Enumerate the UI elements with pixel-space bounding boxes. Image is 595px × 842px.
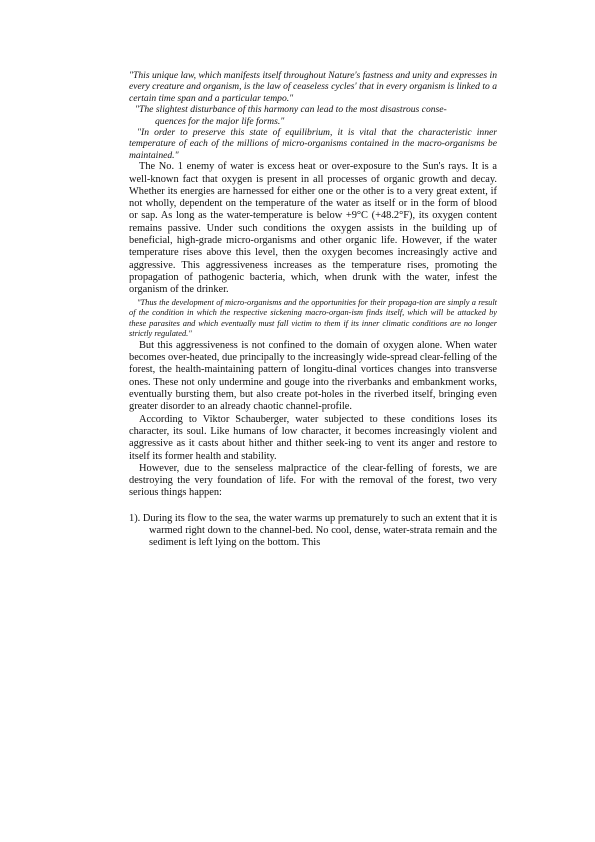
quote-paragraph-1: "This unique law, which manifests itself throughout Nature's fastness and unity and expresses in every creature and organism, is the law of ceaseless cycles' that in every organism is linked to a certain time span and a particular tempo." [129, 70, 497, 104]
body-paragraph-2: But this aggressiveness is not confined to the domain of oxygen alone. When water becomes over-heated, due principally to the increasingly wide-spread clear-felling of the forest, the health-maintaining pattern of longitu-dinal vortices changes into transverse ones. These not only undermine and gouge into the riverbanks and embankment works, eventually bursting them, but also create pot-holes in the riverbed itself, bringing even greater disorder to an already chaotic channel-profile. [129, 339, 498, 413]
quote-paragraph-3: "In order to preserve this state of equilibrium, it is vital that the characteristic inner temperature of each of the millions of micro-organisms contained in the macro-organisms be maintained." [129, 127, 497, 161]
body-paragraph-4: However, due to the senseless malpractice of the clear-felling of forests, we are destroying the very foundation of life. For with the removal of the forest, two very serious things happen: [129, 462, 497, 499]
quote-paragraph-2-line-2: quences for the major life forms." [155, 115, 285, 127]
quote-paragraph-4: "Thus the development of micro-organisms and the opportunities for their propaga-tion are simply a result of the condition in which the respective sickening macro-organ-ism finds itself, which will be attacked by these parasites and which eventually must fall victim to them if its inner climatic conditions are no longer strictly regulated." [129, 297, 497, 339]
quote-paragraph-2-line-1: "The slightest disturbance of this harmony can lead to the most disastrous conse- [135, 104, 447, 116]
body-paragraph-1: The No. 1 enemy of water is excess heat or over-exposure to the Sun's rays. It is a well-known fact that oxygen is present in all processes of organic growth and decay. Whether its energies are harnessed for either one or the other is to a very great extent, if not wholly, dependent on the temperature of the water as itself or in the form of blood or sap. As long as the water-temperature is below +9°C (+48.2°F), its oxygen content remains passive. Under such conditions the oxygen assists in the building up of beneficial, high-grade micro-organisms and other organic life. However, if the water temperature rises above this level, then the oxygen becomes increasingly active and aggressive. This aggressiveness increases as the temperature rises, promoting the propagation of pathogenic bacteria, which, when drunk with the water, infest the organism of the drinker. [129, 161, 497, 296]
quote-paragraph-2 [129, 104, 497, 127]
document-page [129, 70, 497, 550]
body-paragraph-3: According to Viktor Schauberger, water subjected to these conditions loses its character, its soul. Like humans of low character, it becomes increasingly violent and aggressive as it casts about hither and thither seek-ing to vent its anger and restore to itself its former health and stability. [129, 413, 497, 462]
numbered-list-item-1: 1). During its flow to the sea, the water warms up prematurely to such an extent that it is warmed right down to the channel-bed. No cool, dense, water-strata remain and the sediment is left lying on the bottom. This [129, 512, 497, 549]
